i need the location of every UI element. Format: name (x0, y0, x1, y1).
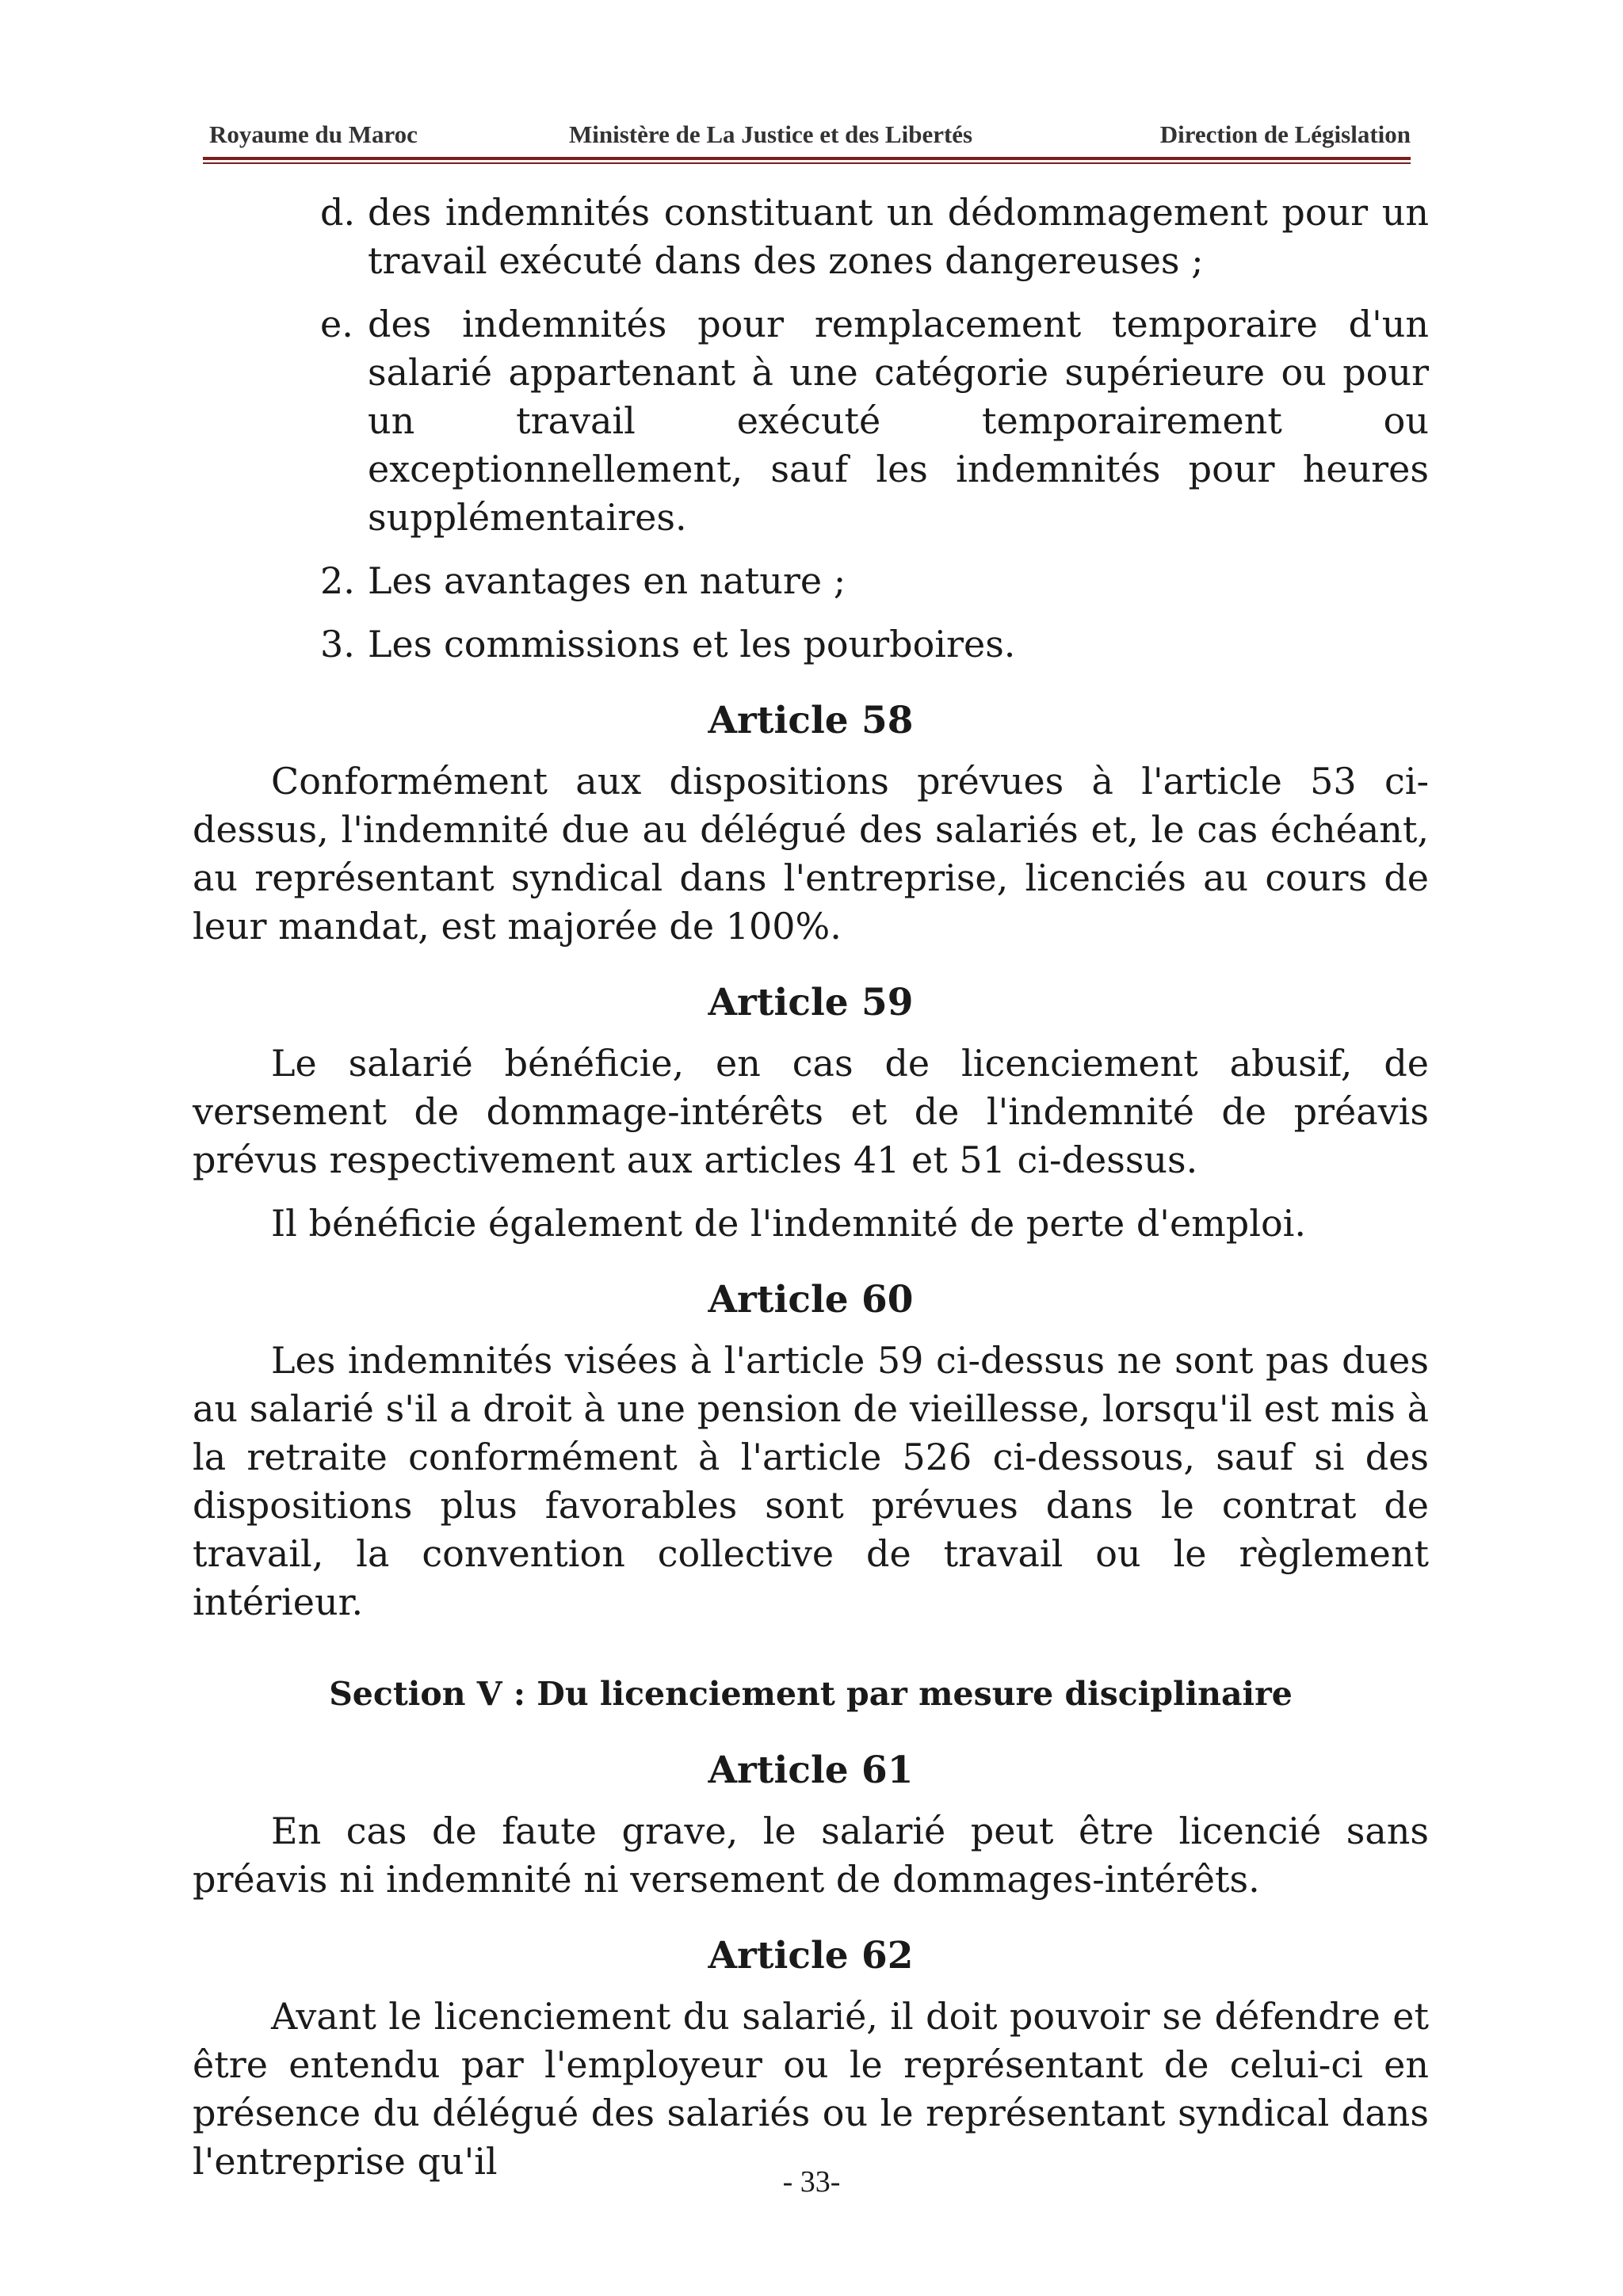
article-59-title: Article 59 (708, 981, 914, 1024)
article-59-paragraph-1: Le salarié bénéficie, en cas de licenciement abusif, de versement de dommage-intérêts et de l'indemnité de préavis prévus respectivement aux articles 41 et 51 ci-dessus. (193, 1042, 1429, 1181)
page-header (203, 120, 1411, 155)
list-item (193, 620, 1429, 669)
article-62-paragraph: Avant le licenciement du salarié, il doit pouvoir se défendre et être entendu par l'employeur ou le représentant de celui-ci en présence du délégué des salariés ou le représentant syndical dans l'entreprise qu'il (193, 1995, 1429, 2183)
header-rule (203, 157, 1411, 160)
list-item (193, 189, 1429, 285)
list-text: des indemnités pour remplacement temporaire d'un salarié appartenant à une catégorie supérieure ou pour un travail exécuté temporairement ou exceptionnellement, sauf les indemnités pour heures supplémentaires. (368, 303, 1429, 539)
article-61-paragraph: En cas de faute grave, le salarié peut être licencié sans préavis ni indemnité ni versement de dommages-intérêts. (193, 1810, 1429, 1901)
article-60-paragraph: Les indemnités visées à l'article 59 ci-dessus ne sont pas dues au salarié s'il a droit à une pension de vieillesse, lorsqu'il est mis à la retraite conformément à l'article 526 ci-dessous, sauf si des dispositions plus favorables sont prévues dans le contrat de travail, la convention collective de travail ou le règlement intérieur. (193, 1339, 1429, 1623)
article-58-title: Article 58 (708, 699, 914, 742)
list-marker: e. (320, 303, 353, 345)
header-left: Royaume du Maroc (209, 120, 418, 148)
list-marker: 3. (320, 623, 355, 666)
list-item (193, 300, 1429, 542)
article-62-title: Article 62 (708, 1934, 914, 1978)
article-59-paragraph-2: Il bénéficie également de l'indemnité de perte d'emploi. (271, 1202, 1306, 1245)
list-text: des indemnités constituant un dédommagement pour un travail exécuté dans des zones dangereuses ; (368, 191, 1429, 282)
header-rule-thin (203, 162, 1411, 164)
header-center: Ministère de La Justice et des Libertés (569, 120, 973, 148)
list-text: Les avantages en nature ; (368, 559, 846, 602)
document-body (193, 189, 1429, 2201)
list-marker: 2. (320, 559, 355, 602)
article-60-title: Article 60 (708, 1278, 914, 1322)
section-title: Section V : Du licenciement par mesure disciplinaire (329, 1675, 1293, 1713)
list-marker: d. (320, 191, 356, 234)
article-61-title: Article 61 (708, 1749, 914, 1792)
header-right: Direction de Législation (1159, 120, 1411, 148)
list-item (193, 557, 1429, 605)
article-58-paragraph: Conformément aux dispositions prévues à l'article 53 ci-dessus, l'indemnité due au délégué des salariés et, le cas échéant, au représentant syndical dans l'entreprise, licenciés au cours de leur mandat, est majorée de 100%. (193, 760, 1429, 948)
page-number: - 33- (782, 2165, 841, 2199)
list-text: Les commissions et les pourboires. (368, 623, 1016, 666)
